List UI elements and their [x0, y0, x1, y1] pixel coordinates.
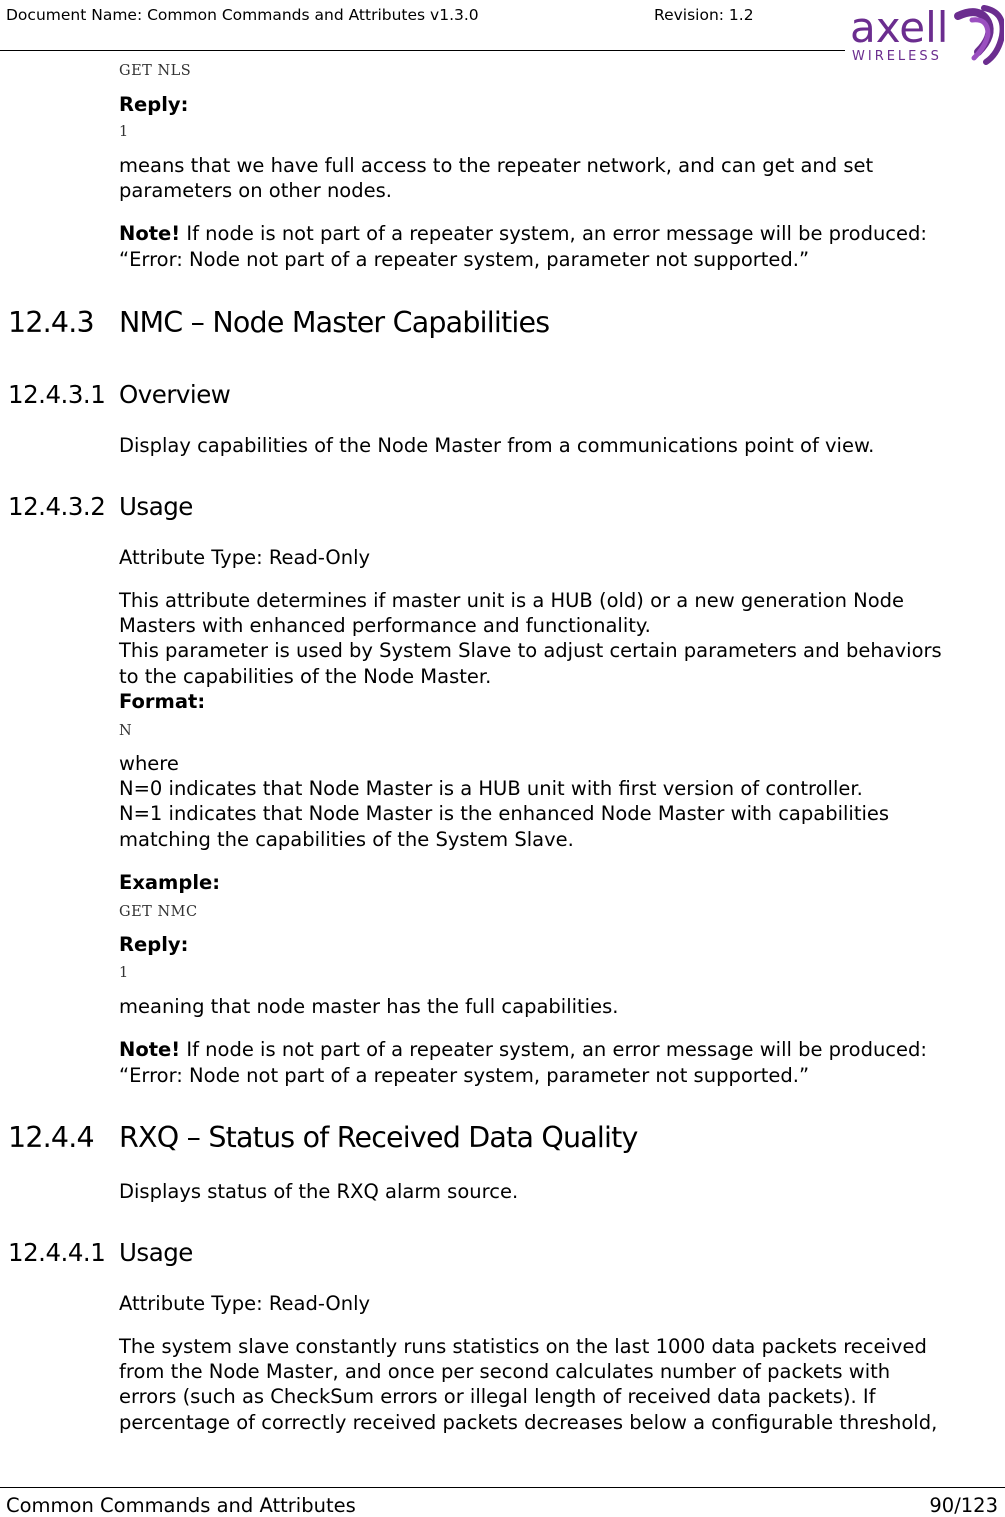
- rxq-intro: Displays status of the RXQ alarm source.: [119, 1180, 519, 1203]
- description-line: to the capabilities of the Node Master.: [119, 665, 492, 688]
- footer-rule: [0, 1487, 1005, 1488]
- revision: Revision: 1.2: [654, 6, 754, 24]
- document-name: Document Name: Common Commands and Attributes v1.3.0: [6, 6, 479, 24]
- reply-label: Reply:: [119, 93, 189, 116]
- example-label: Example:: [119, 871, 221, 894]
- reply-code: 1: [119, 965, 129, 981]
- description-line: percentage of correctly received packets decreases below a configurable threshold,: [119, 1411, 938, 1434]
- n1-description: matching the capabilities of the System Slave.: [119, 828, 574, 851]
- note-text: If node is not part of a repeater system, an error message will be produced:: [180, 1038, 927, 1061]
- subsection-heading-overview: [8, 380, 230, 409]
- attribute-type: Attribute Type: Read-Only: [119, 1292, 371, 1315]
- section-number: 12.4.3: [8, 306, 94, 339]
- note-label: Note!: [119, 1038, 181, 1061]
- description-line: The system slave constantly runs statistics on the last 1000 data packets received: [119, 1335, 927, 1358]
- section-heading-rxq: [8, 1121, 638, 1154]
- code-get-nls: GET NLS: [119, 63, 192, 79]
- format-code: N: [119, 723, 133, 739]
- description-line: Masters with enhanced performance and functionality.: [119, 614, 651, 637]
- meaning-line: means that we have full access to the repeater network, and can get and set: [119, 154, 874, 177]
- subsection-number: 12.4.4.1: [8, 1238, 106, 1267]
- overview-text: Display capabilities of the Node Master from a communications point of view.: [119, 434, 875, 457]
- subsection-number: 12.4.3.1: [8, 380, 106, 409]
- section-title: NMC – Node Master Capabilities: [119, 306, 550, 339]
- attribute-type: Attribute Type: Read-Only: [119, 546, 371, 569]
- note-label: Note!: [119, 222, 181, 245]
- note-paragraph: [119, 221, 927, 246]
- subsection-number: 12.4.3.2: [8, 492, 106, 521]
- section-number: 12.4.4: [8, 1121, 94, 1154]
- subsection-title: Usage: [119, 492, 193, 521]
- reply-label: Reply:: [119, 933, 189, 956]
- reply-code: 1: [119, 124, 129, 140]
- description-line: from the Node Master, and once per second calculates number of packets with: [119, 1360, 891, 1383]
- where-text: where: [119, 752, 179, 775]
- meaning-line: parameters on other nodes.: [119, 179, 392, 202]
- description-line: This parameter is used by System Slave to adjust certain parameters and behaviors: [119, 639, 942, 662]
- header-rule: [0, 50, 845, 51]
- section-title: RXQ – Status of Received Data Quality: [119, 1121, 638, 1154]
- code-get-nmc: GET NMC: [119, 904, 198, 920]
- note-text: If node is not part of a repeater system, an error message will be produced:: [180, 222, 927, 245]
- n0-description: N=0 indicates that Node Master is a HUB unit with first version of controller.: [119, 777, 863, 800]
- description-line: errors (such as CheckSum errors or illegal length of received data packets). If: [119, 1385, 876, 1408]
- note-error: “Error: Node not part of a repeater system, parameter not supported.”: [119, 248, 810, 271]
- description-line: This attribute determines if master unit is a HUB (old) or a new generation Node: [119, 589, 905, 612]
- subsection-title: Usage: [119, 1238, 193, 1267]
- section-heading-nmc: [8, 306, 549, 339]
- meaning-text: meaning that node master has the full capabilities.: [119, 995, 619, 1018]
- note-error: “Error: Node not part of a repeater system, parameter not supported.”: [119, 1064, 810, 1087]
- n1-description: N=1 indicates that Node Master is the enhanced Node Master with capabilities: [119, 802, 890, 825]
- subsection-heading-usage: [8, 1238, 193, 1267]
- footer-title: Common Commands and Attributes: [6, 1494, 356, 1517]
- subsection-heading-usage: [8, 492, 193, 521]
- logo-subtitle: WIRELESS: [852, 49, 942, 64]
- logo-wordmark: axell: [850, 3, 949, 52]
- page-number: 90/123: [929, 1494, 998, 1517]
- axell-wireless-logo: [846, 2, 1004, 66]
- subsection-title: Overview: [119, 380, 231, 409]
- format-label: Format:: [119, 690, 206, 713]
- note-paragraph: [119, 1037, 927, 1062]
